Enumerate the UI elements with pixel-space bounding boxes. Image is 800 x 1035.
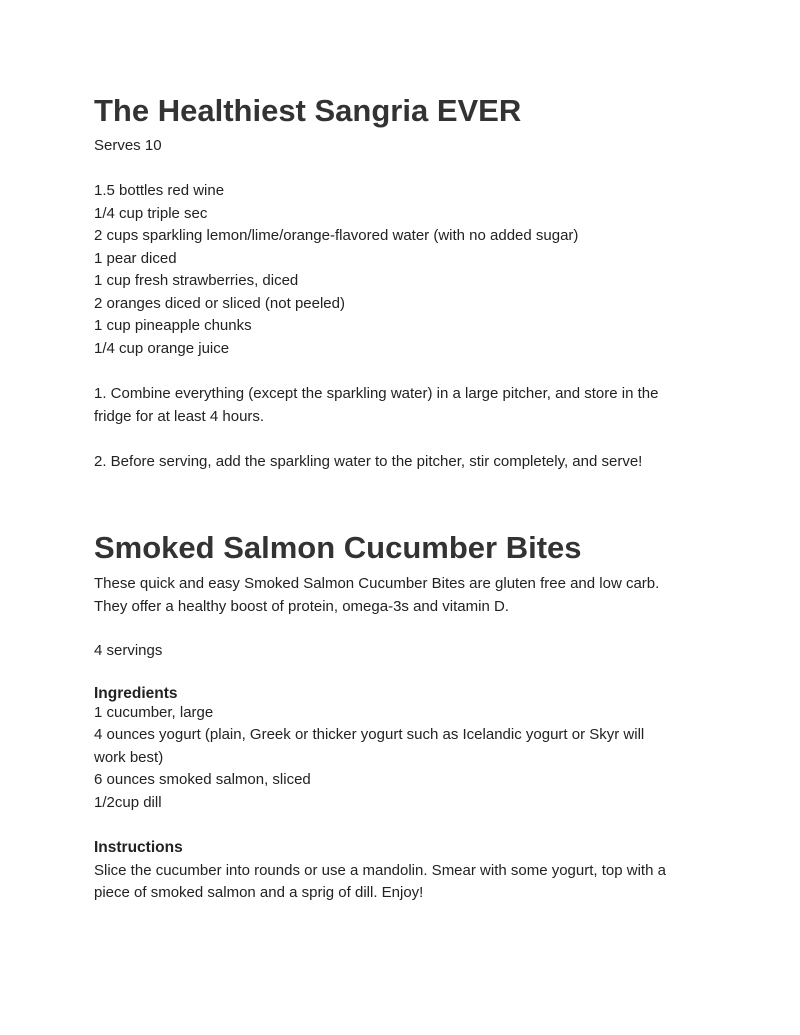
recipe-serves: Serves 10: [94, 137, 162, 154]
ingredient-item: 1.5 bottles red wine: [94, 182, 225, 199]
instruction-line: Slice the cucumber into rounds or use a mandolin. Smear with some yogurt, top with a: [94, 861, 666, 879]
instructions-heading: Instructions: [94, 839, 183, 856]
recipe-servings: 4 servings: [94, 642, 163, 659]
recipe-title-salmon: Smoked Salmon Cucumber Bites: [94, 530, 582, 565]
ingredient-item: 1/4 cup triple sec: [94, 204, 208, 222]
ingredient-item: 1 pear diced: [94, 249, 177, 267]
instruction-line: piece of smoked salmon and a sprig of dill. Enjoy!: [94, 884, 424, 901]
ingredient-item: work best): [94, 748, 164, 766]
ingredient-item: 4 ounces yogurt (plain, Greek or thicker yogurt such as Icelandic yogurt or Skyr will: [94, 726, 645, 743]
ingredient-item: 1 cucumber, large: [94, 703, 214, 721]
ingredient-item: 1/4 cup orange juice: [94, 339, 230, 357]
ingredient-item: 1/2cup dill: [94, 793, 162, 811]
ingredients-heading: Ingredients: [94, 685, 178, 702]
instruction-line: 1. Combine everything (except the sparkling water) in a large pitcher, and store in the: [94, 385, 659, 402]
ingredient-item: 6 ounces smoked salmon, sliced: [94, 771, 311, 788]
instruction-line: fridge for at least 4 hours.: [94, 407, 265, 425]
recipe-title-sangria: The Healthiest Sangria EVER: [94, 93, 522, 128]
intro-line: These quick and easy Smoked Salmon Cucumber Bites are gluten free and low carb.: [94, 575, 660, 592]
ingredient-item: 2 oranges diced or sliced (not peeled): [94, 294, 345, 312]
instruction-step-2: 2. Before serving, add the sparkling water to the pitcher, stir completely, and serve!: [94, 453, 643, 470]
ingredient-item: 2 cups sparkling lemon/lime/orange-flavored water (with no added sugar): [94, 227, 579, 244]
intro-line: They offer a healthy boost of protein, omega-3s and vitamin D.: [94, 597, 509, 615]
ingredient-item: 1 cup fresh strawberries, diced: [94, 272, 299, 289]
ingredient-item: 1 cup pineapple chunks: [94, 317, 252, 334]
